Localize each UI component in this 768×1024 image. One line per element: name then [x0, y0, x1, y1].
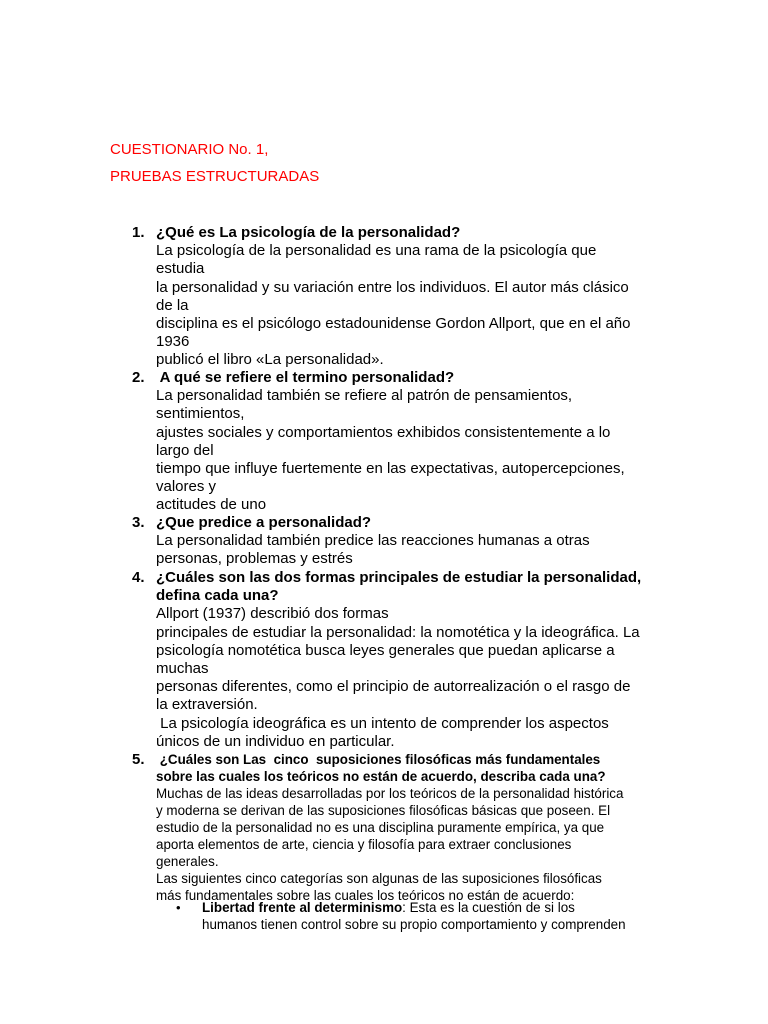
- answer-line: La psicología ideográfica es un intento de comprender los aspectos: [156, 714, 609, 732]
- answer-line: Muchas de las ideas desarrolladas por los teóricos de la personalidad histórica: [156, 786, 624, 801]
- answer-line: estudia: [156, 260, 205, 278]
- answer-line: Las siguientes cinco categorías son algunas de las suposiciones filosóficas: [156, 871, 602, 886]
- answer-line: La personalidad también se refiere al patrón de pensamientos,: [156, 387, 573, 405]
- answer-line: únicos de un individuo en particular.: [156, 732, 395, 750]
- answer-line: largo del: [156, 441, 214, 459]
- answer-line: psicología nomotética busca leyes generales que puedan aplicarse a: [156, 641, 615, 659]
- question-item-2: [132, 369, 661, 515]
- question-text: [156, 751, 661, 785]
- answer-line: de la: [156, 296, 189, 314]
- question-item-3: [132, 514, 661, 569]
- question-line: ¿Cuáles son las dos formas principales de estudiar la personalidad,: [156, 569, 642, 586]
- answer-line: publicó el libro «La personalidad».: [156, 351, 384, 369]
- answer-line: personas diferentes, como el principio de autorrealización o el rasgo de: [156, 678, 631, 696]
- answer-line: 1936: [156, 333, 190, 351]
- answer-line: la personalidad y su variación entre los individuos. El autor más clásico: [156, 278, 629, 296]
- bullet-text: : Esta es la cuestión de si los: [402, 900, 575, 915]
- answer-line: principales de estudiar la personalidad: la nomotética y la ideográfica. La: [156, 623, 640, 641]
- question-number: 1.: [132, 224, 145, 241]
- answer-line: generales.: [156, 854, 219, 869]
- question-item-4: [132, 569, 661, 751]
- document-subtitle: PRUEBAS ESTRUCTURADAS: [110, 168, 320, 185]
- answer-line: personas, problemas y estrés: [156, 550, 353, 568]
- bullet-text-continued: humanos tienen control sobre su propio comportamiento y comprenden: [202, 917, 626, 932]
- answer-line: ajustes sociales y comportamientos exhibidos consistentemente a lo: [156, 423, 611, 441]
- answer-line: la extraversión.: [156, 696, 258, 714]
- question-number: 3.: [132, 514, 145, 531]
- question-number: 5.: [132, 751, 145, 768]
- bullet-item: [176, 899, 672, 933]
- answer-line: aporta elementos de arte, ciencia y filosofía para extraer conclusiones: [156, 837, 572, 852]
- answer-line: sentimientos,: [156, 405, 245, 423]
- question-text: ¿Que predice a personalidad?: [156, 514, 372, 531]
- question-number: 2.: [132, 369, 145, 386]
- answer-line: muchas: [156, 660, 209, 678]
- question-text: ¿Qué es La psicología de la personalidad?: [156, 224, 461, 241]
- answer-line: más fundamentales sobre las cuales los teóricos no están de acuerdo:: [156, 888, 575, 903]
- question-item-1: [132, 224, 661, 370]
- question-text: A qué se refiere el termino personalidad?: [156, 369, 455, 386]
- bullet-marker: •: [176, 900, 181, 915]
- bullet-term: Libertad frente al determinismo: [202, 900, 403, 915]
- question-item-5: [132, 751, 661, 932]
- answer-line: La personalidad también predice las reacciones humanas a otras: [156, 532, 590, 550]
- answer-line: La psicología de la personalidad es una rama de la psicología que: [156, 242, 597, 260]
- answer-line: Allport (1937) describió dos formas: [156, 605, 389, 623]
- question-text: [156, 569, 661, 605]
- answer-line: actitudes de uno: [156, 496, 267, 514]
- answer-line: valores y: [156, 478, 217, 496]
- answer-line: estudio de la personalidad no es una disciplina puramente empírica, ya que: [156, 820, 605, 835]
- question-line: defina cada una?: [156, 587, 279, 605]
- answer-line: y moderna se derivan de las suposiciones filosóficas básicas que poseen. El: [156, 803, 611, 818]
- document-title: CUESTIONARIO No. 1,: [110, 141, 269, 158]
- question-line: ¿Cuáles son Las cinco suposiciones filosóficas más fundamentales: [156, 752, 601, 767]
- answer-line: disciplina es el psicólogo estadounidense Gordon Allport, que en el año: [156, 315, 631, 333]
- question-line: sobre las cuales los teóricos no están de acuerdo, describa cada una?: [156, 769, 606, 784]
- question-number: 4.: [132, 569, 145, 586]
- answer-line: tiempo que influye fuertemente en las expectativas, autopercepciones,: [156, 460, 625, 478]
